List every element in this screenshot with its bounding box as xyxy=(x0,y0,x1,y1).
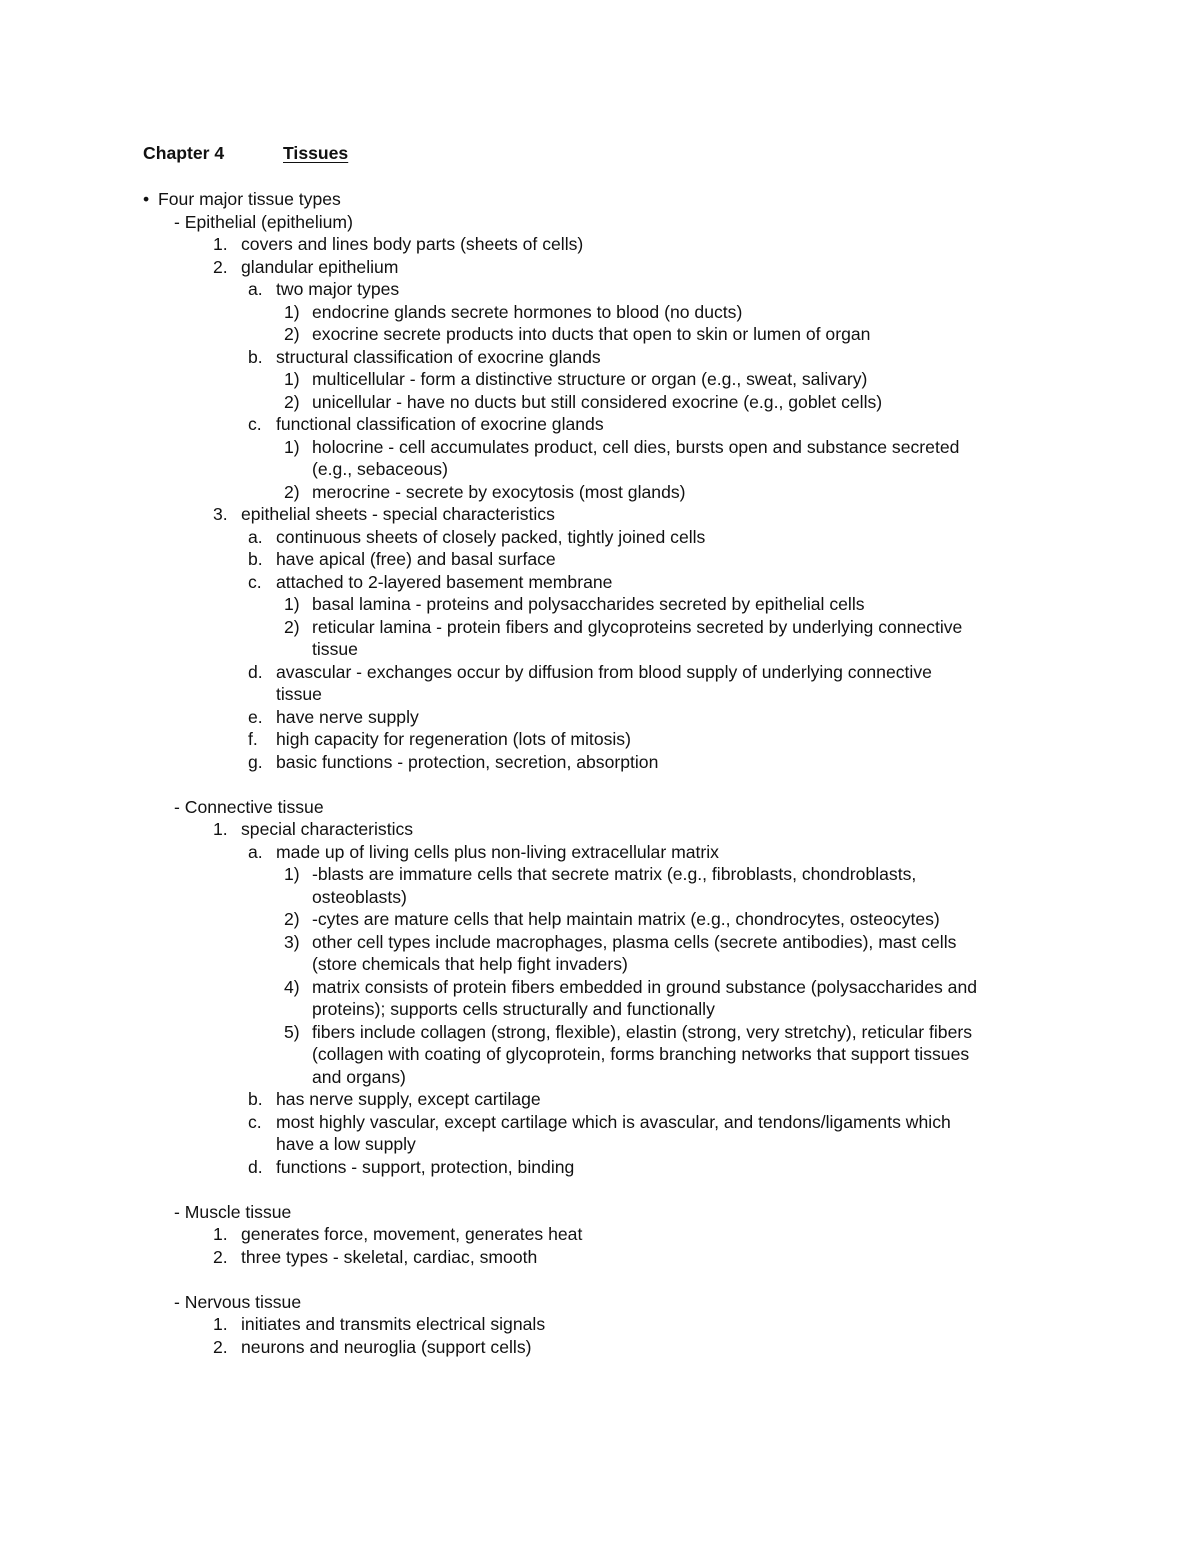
list-marker: 2. xyxy=(213,1246,228,1267)
outline-text: Four major tissue types xyxy=(158,189,341,209)
outline-text: special characteristics xyxy=(241,819,414,839)
outline-text: generates force, movement, generates heat xyxy=(241,1224,583,1244)
outline-text: -cytes are mature cells that help maintain matrix (e.g., chondrocytes, osteocytes) xyxy=(312,909,940,929)
list-marker: a. xyxy=(248,526,263,547)
list-marker: 2) xyxy=(284,481,300,502)
list-marker: 2) xyxy=(284,909,300,929)
list-marker: c. xyxy=(248,571,262,592)
outline-text: have a low supply xyxy=(276,1134,416,1154)
outline-text: has nerve supply, except cartilage xyxy=(276,1089,541,1109)
outline-text: (collagen with coating of glycoprotein, forms branching networks that support tissues xyxy=(312,1044,970,1064)
outline-text: - Connective tissue xyxy=(174,796,324,817)
list-marker: 2) xyxy=(284,616,300,637)
list-marker: 2) xyxy=(284,391,300,412)
outline-text: unicellular - have no ducts but still considered exocrine (e.g., goblet cells) xyxy=(312,391,883,412)
outline-text: matrix consists of protein fibers embedded in ground substance (polysaccharides and xyxy=(312,976,978,997)
outline-text: made up of living cells plus non-living extracellular matrix xyxy=(276,841,719,862)
list-marker: b. xyxy=(248,549,263,569)
outline-text: continuous sheets of closely packed, tightly joined cells xyxy=(276,526,706,547)
list-marker: 1) xyxy=(284,594,300,614)
outline-text: proteins); supports cells structurally and functionally xyxy=(312,999,715,1019)
outline-text: have apical (free) and basal surface xyxy=(276,549,556,569)
chapter-label: Chapter 4 xyxy=(143,143,225,163)
list-marker: e. xyxy=(248,706,263,727)
outline-text: basal lamina - proteins and polysaccharides secreted by epithelial cells xyxy=(312,594,865,614)
list-marker: f. xyxy=(248,729,258,749)
outline-text: - Muscle tissue xyxy=(174,1201,292,1222)
outline-text: (store chemicals that help fight invaders) xyxy=(312,954,628,974)
outline-text: avascular - exchanges occur by diffusion from blood supply of underlying connective xyxy=(276,661,932,682)
outline-text: - Nervous tissue xyxy=(174,1291,302,1312)
outline-text: glandular epithelium xyxy=(241,256,399,277)
outline-text: epithelial sheets - special characteristics xyxy=(241,504,555,524)
list-marker: b. xyxy=(248,1089,263,1109)
list-marker: d. xyxy=(248,1156,263,1177)
list-marker: 5) xyxy=(284,1021,300,1042)
outline-text: covers and lines body parts (sheets of cells) xyxy=(241,234,584,254)
bullet-marker: • xyxy=(143,189,150,209)
outline-text: functions - support, protection, binding xyxy=(276,1156,575,1177)
outline-text: and organs) xyxy=(312,1066,406,1087)
outline-text: three types - skeletal, cardiac, smooth xyxy=(241,1246,538,1267)
list-marker: b. xyxy=(248,346,263,367)
list-marker: 1) xyxy=(284,436,300,457)
outline-text: high capacity for regeneration (lots of mitosis) xyxy=(276,729,631,749)
outline-text: -blasts are immature cells that secrete matrix (e.g., fibroblasts, chondroblasts, xyxy=(312,864,917,884)
outline-text: exocrine secrete products into ducts that open to skin or lumen of organ xyxy=(312,324,871,344)
outline-text: structural classification of exocrine glands xyxy=(276,346,601,367)
outline-text: functional classification of exocrine glands xyxy=(276,414,604,434)
outline-text: have nerve supply xyxy=(276,706,419,727)
outline-text: other cell types include macrophages, plasma cells (secrete antibodies), mast cells xyxy=(312,931,957,952)
chapter-title: Tissues xyxy=(283,143,349,163)
list-marker: 1. xyxy=(213,1224,228,1244)
list-marker: 2. xyxy=(213,256,228,277)
list-marker: c. xyxy=(248,1111,262,1132)
outline-text: merocrine - secrete by exocytosis (most glands) xyxy=(312,481,686,502)
list-marker: g. xyxy=(248,751,263,772)
outline-text: tissue xyxy=(276,684,322,704)
list-marker: a. xyxy=(248,841,263,862)
list-marker: d. xyxy=(248,661,263,682)
list-marker: 3) xyxy=(284,931,300,952)
list-marker: a. xyxy=(248,279,263,299)
outline-text: osteoblasts) xyxy=(312,886,407,907)
outline-text: attached to 2-layered basement membrane xyxy=(276,571,613,592)
list-marker: 1. xyxy=(213,819,228,839)
outline-text: - Epithelial (epithelium) xyxy=(174,211,353,232)
list-marker: 1) xyxy=(284,369,300,389)
outline-text: multicellular - form a distinctive structure or organ (e.g., sweat, salivary) xyxy=(312,369,868,389)
list-marker: 1) xyxy=(284,301,300,322)
outline-text: endocrine glands secrete hormones to blood (no ducts) xyxy=(312,301,743,322)
outline-text: basic functions - protection, secretion, absorption xyxy=(276,751,659,772)
outline-text: two major types xyxy=(276,279,400,299)
outline-text: (e.g., sebaceous) xyxy=(312,459,448,479)
list-marker: 1. xyxy=(213,1314,228,1334)
outline-text: neurons and neuroglia (support cells) xyxy=(241,1336,532,1357)
outline-text: holocrine - cell accumulates product, cell dies, bursts open and substance secreted xyxy=(312,436,960,457)
list-marker: 1. xyxy=(213,234,228,254)
list-marker: c. xyxy=(248,414,262,434)
outline-text: fibers include collagen (strong, flexible), elastin (strong, very stretchy), reticular fibers xyxy=(312,1021,973,1042)
list-marker: 2) xyxy=(284,324,300,344)
list-marker: 1) xyxy=(284,864,300,884)
outline-text: initiates and transmits electrical signals xyxy=(241,1314,546,1334)
outline-text: tissue xyxy=(312,639,358,659)
outline-text: reticular lamina - protein fibers and glycoproteins secreted by underlying connective xyxy=(312,616,963,637)
outline-text: most highly vascular, except cartilage which is avascular, and tendons/ligaments which xyxy=(276,1111,951,1132)
list-marker: 4) xyxy=(284,976,300,997)
list-marker: 2. xyxy=(213,1336,228,1357)
list-marker: 3. xyxy=(213,504,228,524)
